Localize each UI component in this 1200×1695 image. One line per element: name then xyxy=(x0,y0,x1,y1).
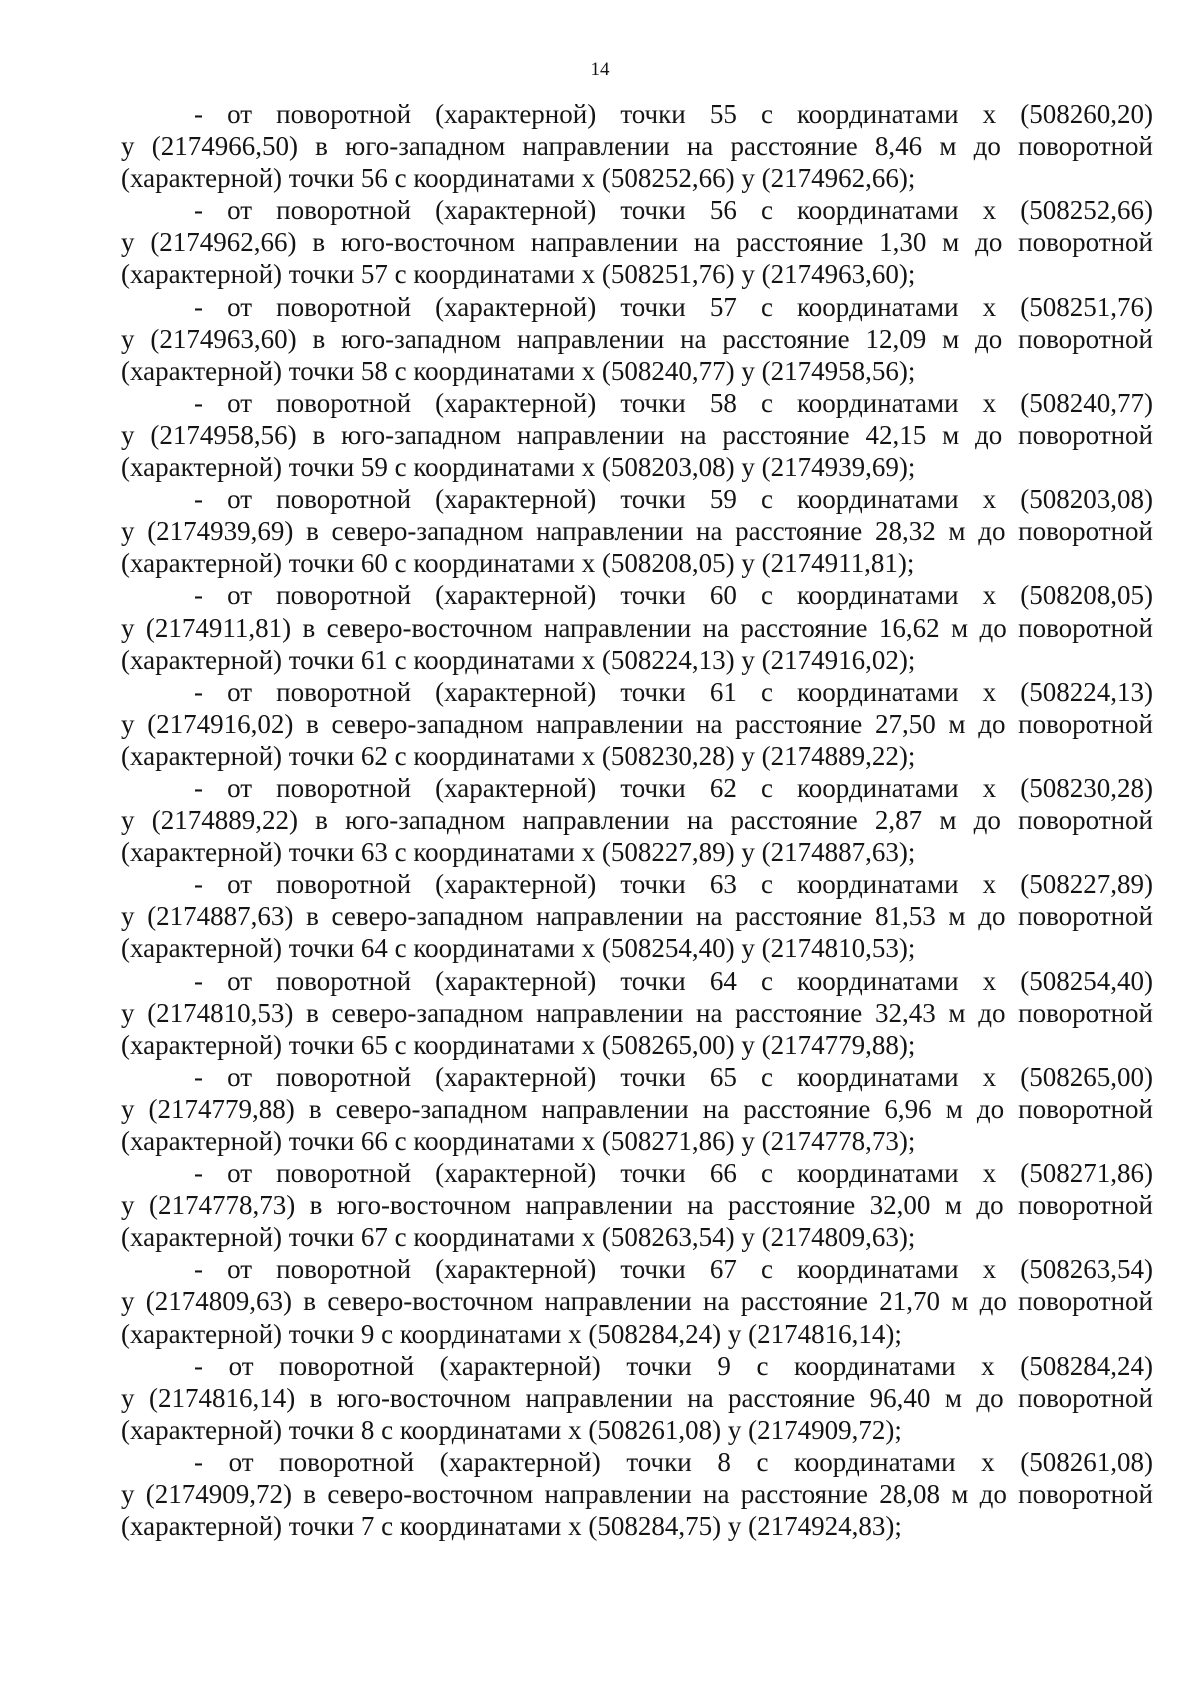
segment-line: y (2174909,72) в северо-восточном направлении на расстояние 28,08 м до поворотной xyxy=(121,1479,1153,1510)
boundary-description xyxy=(121,98,1153,1542)
boundary-segment-62-63 xyxy=(121,772,1153,868)
boundary-segment-64-65 xyxy=(121,965,1153,1061)
segment-line: y (2174809,63) в северо-восточном направлении на расстояние 21,70 м до поворотной xyxy=(121,1286,1153,1317)
boundary-segment-61-62 xyxy=(121,676,1153,772)
segment-line: - от поворотной (характерной) точки 67 с координатами x (508263,54) xyxy=(194,1254,1153,1285)
segment-line: - от поворотной (характерной) точки 9 с координатами x (508284,24) xyxy=(194,1350,1153,1381)
segment-line: y (2174816,14) в юго-восточном направлении на расстояние 96,40 м до поворотной xyxy=(121,1382,1153,1413)
segment-line: (характерной) точки 58 с координатами x (508240,77) y (2174958,56); xyxy=(121,355,916,386)
segment-line: - от поворотной (характерной) точки 62 с координатами x (508230,28) xyxy=(194,772,1153,803)
boundary-segment-63-64 xyxy=(121,868,1153,964)
boundary-segment-66-67 xyxy=(121,1157,1153,1253)
segment-line: y (2174887,63) в северо-западном направлении на расстояние 81,53 м до поворотной xyxy=(121,901,1153,932)
segment-line: (характерной) точки 67 с координатами x (508263,54) y (2174809,63); xyxy=(121,1222,916,1253)
segment-line: - от поворотной (характерной) точки 8 с координатами x (508261,08) xyxy=(194,1446,1153,1477)
segment-line: (характерной) точки 63 с координатами x (508227,89) y (2174887,63); xyxy=(121,837,916,868)
segment-line: (характерной) точки 64 с координатами x (508254,40) y (2174810,53); xyxy=(121,933,916,964)
segment-line: y (2174810,53) в северо-западном направлении на расстояние 32,43 м до поворотной xyxy=(121,997,1153,1028)
segment-line: (характерной) точки 66 с координатами x (508271,86) y (2174778,73); xyxy=(121,1126,916,1156)
boundary-segment-9-8 xyxy=(121,1350,1153,1446)
segment-line: - от поворотной (характерной) точки 61 с координатами x (508224,13) xyxy=(194,676,1153,707)
segment-line: y (2174911,81) в северо-восточном направлении на расстояние 16,62 м до поворотной xyxy=(121,612,1153,643)
segment-line: y (2174779,88) в северо-западном направлении на расстояние 6,96 м до поворотной xyxy=(121,1093,1153,1124)
segment-line: (характерной) точки 62 с координатами x (508230,28) y (2174889,22); xyxy=(121,740,916,771)
boundary-segment-8-7 xyxy=(121,1446,1153,1542)
boundary-segment-57-58 xyxy=(121,291,1153,387)
boundary-segment-67-9 xyxy=(121,1253,1153,1349)
segment-line: - от поворотной (характерной) точки 64 с координатами x (508254,40) xyxy=(194,965,1153,996)
segment-line: (характерной) точки 9 с координатами x (508284,24) y (2174816,14); xyxy=(121,1318,902,1349)
boundary-segment-55-56 xyxy=(121,98,1153,194)
segment-line: - от поворотной (характерной) точки 63 с координатами x (508227,89) xyxy=(194,869,1153,900)
segment-line: - от поворотной (характерной) точки 60 с координатами x (508208,05) xyxy=(194,580,1153,611)
segment-line: - от поворотной (характерной) точки 65 с координатами x (508265,00) xyxy=(194,1061,1153,1092)
segment-line: (характерной) точки 56 с координатами x (508252,66) y (2174962,66); xyxy=(121,163,916,194)
segment-line: y (2174966,50) в юго-западном направлении на расстояние 8,46 м до поворотной xyxy=(121,131,1153,162)
segment-line: y (2174889,22) в юго-западном направлении на расстояние 2,87 м до поворотной xyxy=(121,805,1153,836)
segment-line: (характерной) точки 7 с координатами x (508284,75) y (2174924,83); xyxy=(121,1511,902,1542)
segment-line: y (2174963,60) в юго-западном направлении на расстояние 12,09 м до поворотной xyxy=(121,323,1153,354)
segment-line: (характерной) точки 65 с координатами x (508265,00) y (2174779,88); xyxy=(121,1029,916,1060)
segment-line: - от поворотной (характерной) точки 57 с координатами x (508251,76) xyxy=(194,291,1153,322)
segment-line: y (2174778,73) в юго-восточном направлении на расстояние 32,00 м до поворотной xyxy=(121,1190,1153,1221)
segment-line: y (2174916,02) в северо-западном направлении на расстояние 27,50 м до поворотной xyxy=(121,708,1153,739)
segment-line: - от поворотной (характерной) точки 55 с координатами x (508260,20) xyxy=(194,99,1153,129)
boundary-segment-65-66 xyxy=(121,1061,1153,1157)
boundary-segment-59-60 xyxy=(121,483,1153,579)
segment-line: - от поворотной (характерной) точки 59 с координатами x (508203,08) xyxy=(194,484,1153,515)
segment-line: - от поворотной (характерной) точки 66 с координатами x (508271,86) xyxy=(194,1158,1153,1189)
segment-line: - от поворотной (характерной) точки 58 с координатами x (508240,77) xyxy=(194,387,1153,418)
segment-line: (характерной) точки 59 с координатами x (508203,08) y (2174939,69); xyxy=(121,452,916,483)
segment-line: y (2174958,56) в юго-западном направлении на расстояние 42,15 м до поворотной xyxy=(121,419,1153,450)
segment-line: y (2174962,66) в юго-восточном направлении на расстояние 1,30 м до поворотной xyxy=(121,227,1153,258)
boundary-segment-58-59 xyxy=(121,387,1153,483)
segment-line: (характерной) точки 8 с координатами x (508261,08) y (2174909,72); xyxy=(121,1414,902,1445)
boundary-segment-56-57 xyxy=(121,194,1153,290)
segment-line: y (2174939,69) в северо-западном направлении на расстояние 28,32 м до поворотной xyxy=(121,516,1153,547)
page-number: 14 xyxy=(590,59,610,80)
segment-line: - от поворотной (характерной) точки 56 с координатами x (508252,66) xyxy=(194,195,1153,226)
segment-line: (характерной) точки 61 с координатами x (508224,13) y (2174916,02); xyxy=(121,644,916,675)
segment-line: (характерной) точки 57 с координатами x (508251,76) y (2174963,60); xyxy=(121,259,916,290)
segment-line: (характерной) точки 60 с координатами x (508208,05) y (2174911,81); xyxy=(121,548,915,579)
boundary-segment-60-61 xyxy=(121,579,1153,675)
